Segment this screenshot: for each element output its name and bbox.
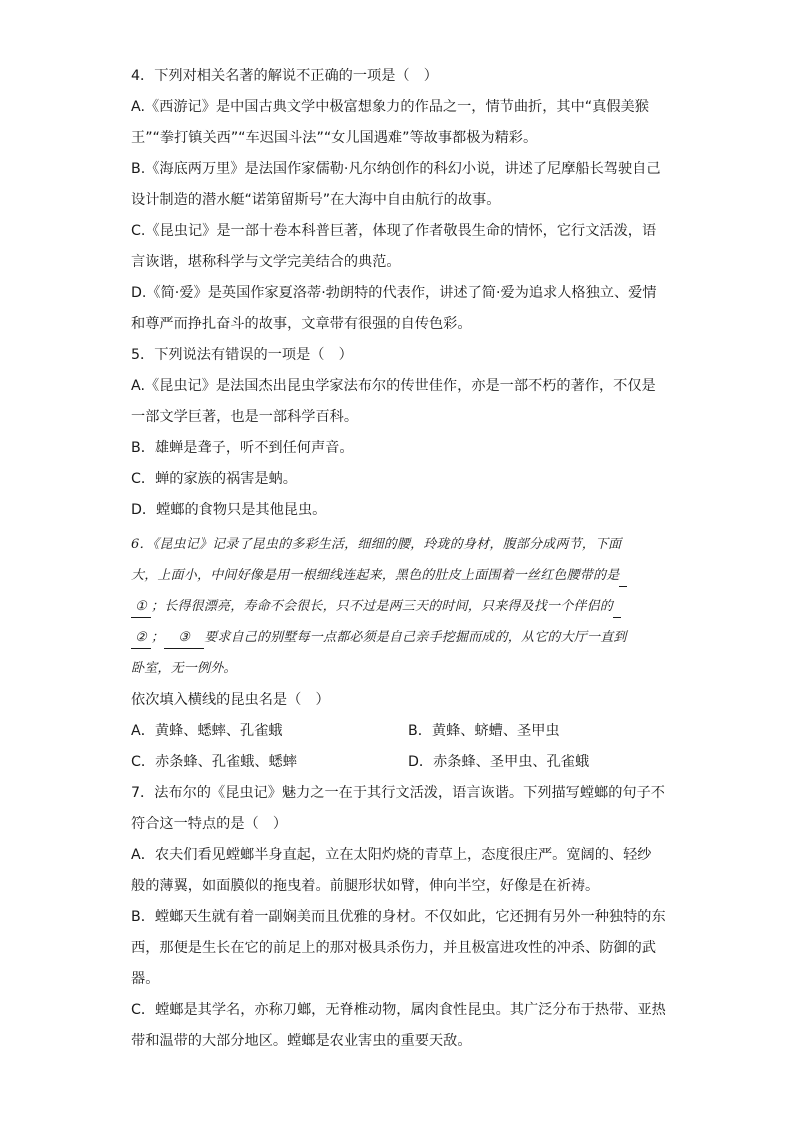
- q6-separator: ；: [151, 630, 165, 645]
- q6-option-c: C．赤条蜂、孔雀蛾、蟋蟀: [131, 754, 297, 770]
- q7-stem-line2: 符合这一特点的是（ ）: [131, 816, 288, 832]
- q6-passage-line2-text: 大，上面小，中间好像是用一根细线连起来，黑色的肚皮上面围着一丝红色腰带的是: [131, 568, 620, 583]
- q6-passage-line2: [131, 566, 627, 587]
- q4-stem: 4．下列对相关名著的解说不正确的一项是（ ）: [131, 68, 438, 84]
- q7-stem-line1: 7．法布尔的《昆虫记》魅力之一在于其行文活泼，语言诙谐。下列描写螳螂的句子不: [131, 785, 665, 801]
- q6-option-b: B．黄蜂、蛴螬、圣甲虫: [408, 723, 560, 739]
- q4-option-c-line2: 言诙谐，堪称科学与文学完美结合的典范。: [131, 254, 401, 270]
- q6-passage-line4: [131, 628, 627, 649]
- q5-option-a-line2: 一部文学巨著，也是一部科学百科。: [131, 409, 359, 425]
- q6-passage-line3-text: ；长得很漂亮，寿命不会很长，只不过是两三天的时间，只来得及找一个伴侣的: [151, 599, 614, 614]
- q6-blank-3: ③: [164, 628, 204, 649]
- q7-option-b-line1: B．螳螂天生就有着一副娴美而且优雅的身材。不仅如此，它还拥有另外一种独特的东: [131, 909, 666, 925]
- q4-option-a-line1: A.《西游记》是中国古典文学中极富想象力的作品之一，情节曲折，其中“真假美猴: [131, 99, 649, 115]
- q5-option-b: B．雄蝉是聋子，听不到任何声音。: [131, 440, 354, 456]
- q7-option-c-line1: C．螳螂是其学名，亦称刀螂，无脊椎动物，属肉食性昆虫。其广泛分布于热带、亚热: [131, 1002, 666, 1018]
- q7-option-b-line3: 器。: [131, 971, 160, 987]
- q4-option-b-line1: B.《海底两万里》是法国作家儒勒·凡尔纳创作的科幻小说，讲述了尼摩船长驾驶自己: [131, 161, 661, 177]
- q5-option-a-line1: A.《昆虫记》是法国杰出昆虫学家法布尔的传世佳作，亦是一部不朽的著作，不仅是: [131, 378, 656, 394]
- q6-blank-2: ②: [131, 628, 151, 649]
- q6-passage-line4-text: 要求自己的别墅每一点都必须是自己亲手挖掘而成的，从它的大厅一直到: [204, 630, 627, 645]
- q4-option-c-line1: C.《昆虫记》是一部十卷本科普巨著，体现了作者敬畏生命的情怀，它行文活泼，语: [131, 223, 657, 239]
- q5-stem: 5．下列说法有错误的一项是（ ）: [131, 347, 353, 363]
- q6-blank-1: ①: [131, 597, 151, 618]
- q5-option-c: C．蝉的家族的祸害是蚋。: [131, 471, 297, 487]
- q6-passage-line5: 卧室，无一例外。: [131, 661, 237, 676]
- q7-option-b-line2: 西，那便是生长在它的前足上的那对极具杀伤力，并且极富进攻性的冲杀、防御的武: [131, 940, 656, 956]
- q6-passage-line1: 6．《昆虫记》记录了昆虫的多彩生活，细细的腰，玲珑的身材，腹部分成两节，下面: [131, 537, 622, 552]
- q6-option-a: A．黄蜂、蟋蟀、孔雀蛾: [131, 723, 283, 739]
- q5-option-d: D．螳螂的食物只是其他昆虫。: [131, 502, 327, 518]
- q6-blank-2-lead: [613, 597, 621, 618]
- q4-option-b-line2: 设计制造的潜水艇“诺第留斯号”在大海中自由航行的故事。: [131, 192, 501, 208]
- q6-prompt: 依次填入横线的昆虫名是（ ）: [131, 692, 330, 708]
- q4-option-d-line2: 和尊严而挣扎奋斗的故事，文章带有很强的自传色彩。: [131, 316, 472, 332]
- q7-option-c-line2: 带和温带的大部分地区。螳螂是农业害虫的重要天敌。: [131, 1033, 472, 1049]
- q6-blank-1-lead: [619, 566, 627, 587]
- q4-option-d-line1: D.《简·爱》是英国作家夏洛蒂·勃朗特的代表作，讲述了简·爱为追求人格独立、爱情: [131, 285, 657, 301]
- q7-option-a-line1: A．农夫们看见螳螂半身直起，立在太阳灼烧的青草上，态度很庄严。宽阔的、轻纱: [131, 847, 652, 863]
- q6-passage-line3: [131, 597, 621, 618]
- q4-option-a-line2: 王”“拳打镇关西”“车迟国斗法”“女儿国遇难”等故事都极为精彩。: [131, 130, 538, 146]
- q7-option-a-line2: 般的薄翼，如面膜似的拖曳着。前腿形状如臂，伸向半空，好像是在祈祷。: [131, 878, 600, 894]
- q6-option-d: D．赤条蜂、圣甲虫、孔雀蛾: [408, 754, 590, 770]
